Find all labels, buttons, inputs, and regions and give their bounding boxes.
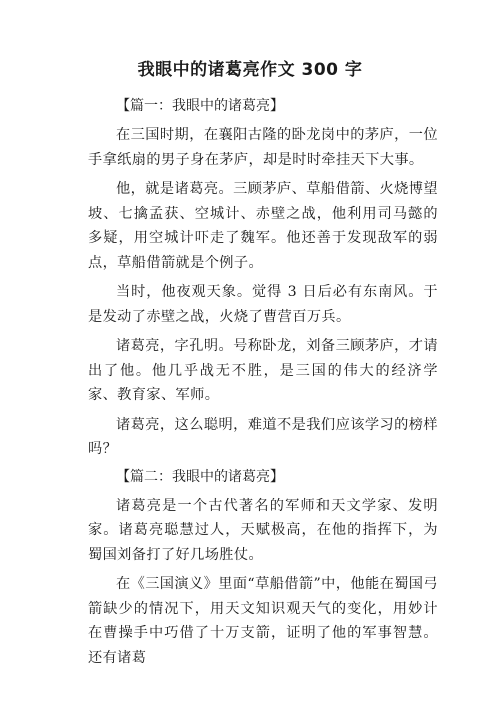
document-title: 我眼中的诸葛亮作文 300 字 <box>137 60 363 80</box>
section-1-heading: 【篇一：我眼中的诸葛亮】 <box>116 98 284 114</box>
section-2-heading: 【篇二：我眼中的诸葛亮】 <box>116 468 284 485</box>
section-1-paragraph-1: 在三国时期，在襄阳古隆的卧龙岗中的茅庐，一位手拿纸扇的男子身在茅庐，却是时时牵挂天下大事。 <box>88 127 438 168</box>
section-1-paragraph-5: 诸葛亮，这么聪明，难道不是我们应该学习的榜样吗？ <box>88 416 438 457</box>
section-2-paragraph-2: 在《三国演义》里面“草船借箭”中，他能在蜀国弓箭缺少的情况下，用天文知识观天气的变化，用妙计在曹操手中巧借了十万支箭，证明了他的军事智慧。还有诸葛 <box>88 576 438 666</box>
section-1-paragraph-4: 诸葛亮，字孔明。号称卧龙，刘备三顾茅庐，才请出了他。他几乎战无不胜，是三国的伟大的经济学家、教育家、军师。 <box>88 338 438 403</box>
section-1-paragraph-2: 他，就是诸葛亮。三顾茅庐、草船借箭、火烧博望坡、七擒孟获、空城计、赤壁之战，他利用司马懿的多疑，用空城计吓走了魏军。他还善于发现敌军的弱点，草船借箭就是个例子。 <box>88 181 438 271</box>
section-2-paragraph-1: 诸葛亮是一个古代著名的军师和天文学家、发明家。诸葛亮聪慧过人，天赋极高，在他的指挥下，为蜀国刘备打了好几场胜仗。 <box>88 497 438 563</box>
section-1-paragraph-3: 当时，他夜观天象。觉得 3 日后必有东南风。于是发动了赤壁之战，火烧了曹营百万兵。 <box>88 284 438 325</box>
